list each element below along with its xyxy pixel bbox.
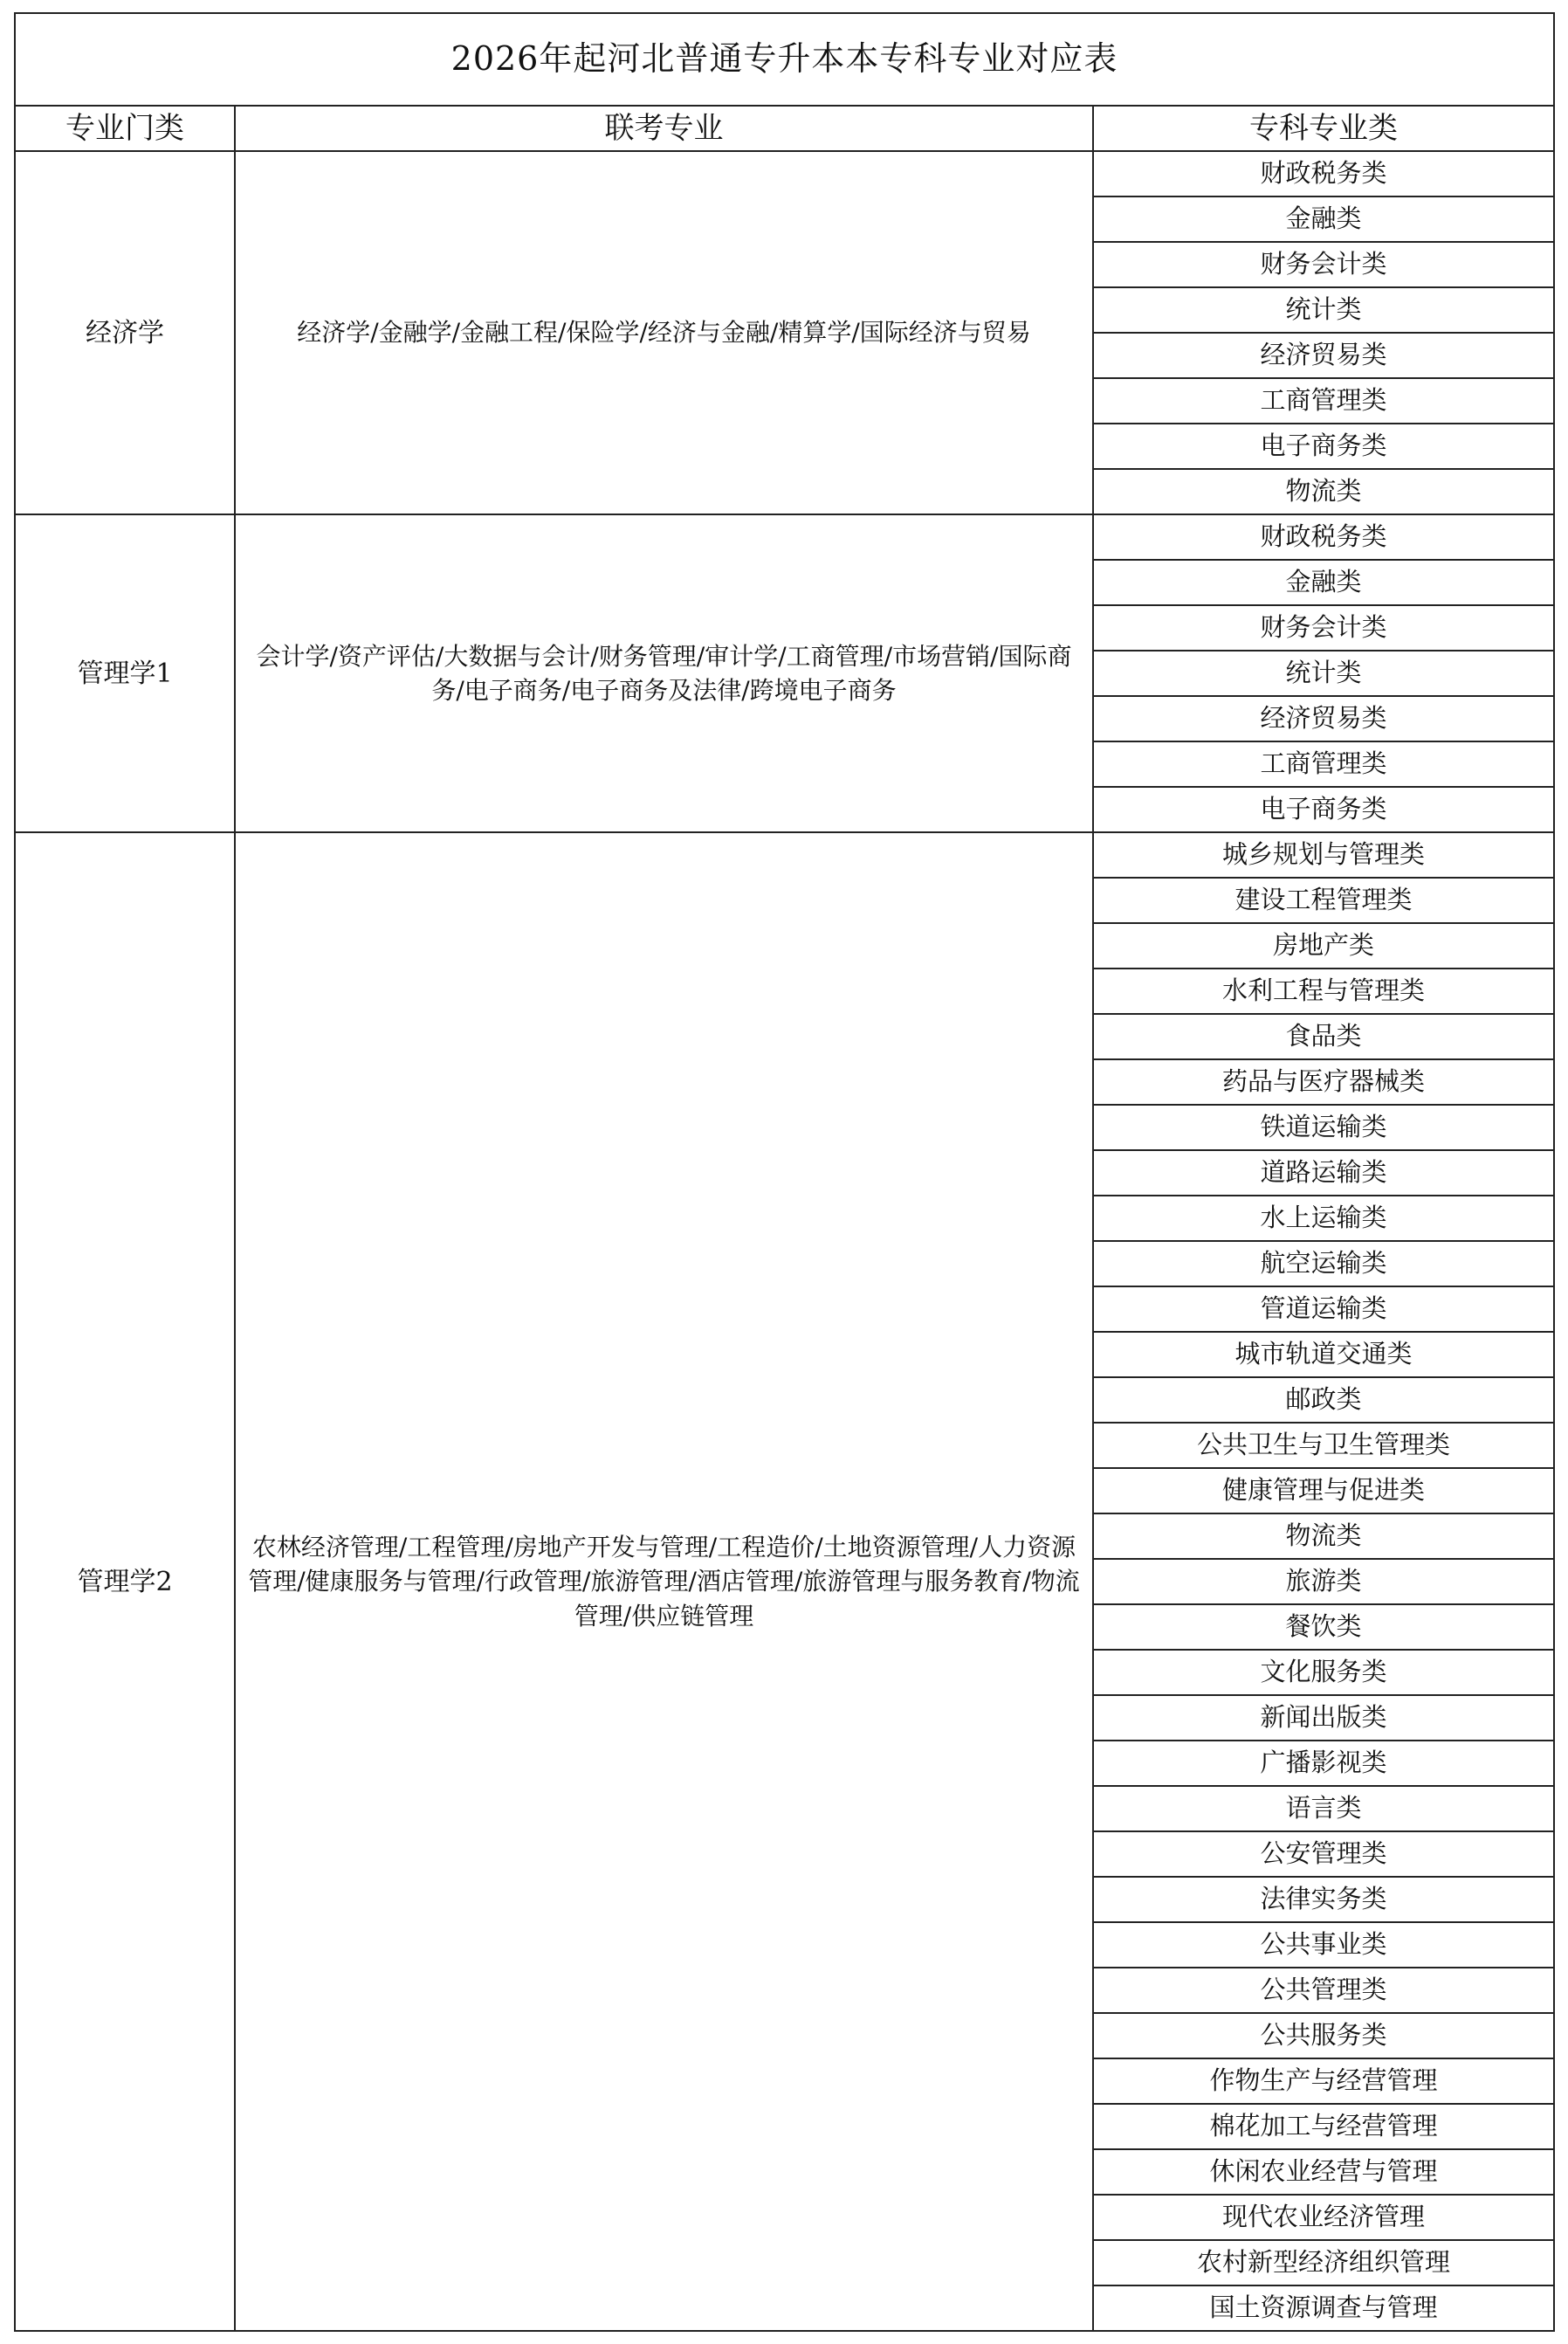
specialist-cell: 药品与医疗器械类: [1093, 1059, 1554, 1105]
category-cell: 管理学1: [15, 514, 235, 832]
table-row: [15, 514, 1554, 560]
specialist-cell: 旅游类: [1093, 1559, 1554, 1604]
specialist-cell: 道路运输类: [1093, 1150, 1554, 1196]
category-cell: 经济学: [15, 151, 235, 514]
specialist-cell: 法律实务类: [1093, 1877, 1554, 1922]
page-title: 2026年起河北普通专升本本专科专业对应表: [15, 13, 1554, 106]
specialist-cell: 城乡规划与管理类: [1093, 832, 1554, 878]
specialist-cell: 航空运输类: [1093, 1241, 1554, 1286]
exam-majors-cell: 农林经济管理/工程管理/房地产开发与管理/工程造价/土地资源管理/人力资源管理/健康服务与管理/行政管理/旅游管理/酒店管理/旅游管理与服务教育/物流管理/供应链管理: [235, 832, 1093, 2331]
specialist-cell: 水上运输类: [1093, 1196, 1554, 1241]
specialist-cell: 文化服务类: [1093, 1650, 1554, 1695]
specialist-cell: 邮政类: [1093, 1377, 1554, 1423]
specialist-cell: 统计类: [1093, 651, 1554, 696]
specialist-cell: 作物生产与经营管理: [1093, 2058, 1554, 2104]
specialist-cell: 健康管理与促进类: [1093, 1468, 1554, 1513]
category-cell: 管理学2: [15, 832, 235, 2331]
correspondence-table: [14, 12, 1555, 2332]
specialist-cell: 棉花加工与经营管理: [1093, 2104, 1554, 2149]
table-row: [15, 832, 1554, 878]
specialist-cell: 公共管理类: [1093, 1968, 1554, 2013]
header-row: [15, 106, 1554, 151]
specialist-cell: 公共服务类: [1093, 2013, 1554, 2058]
title-row: [15, 13, 1554, 106]
specialist-cell: 广播影视类: [1093, 1741, 1554, 1786]
specialist-cell: 餐饮类: [1093, 1604, 1554, 1650]
specialist-cell: 农村新型经济组织管理: [1093, 2240, 1554, 2285]
specialist-cell: 国土资源调查与管理: [1093, 2285, 1554, 2331]
specialist-cell: 金融类: [1093, 560, 1554, 605]
specialist-cell: 统计类: [1093, 287, 1554, 333]
specialist-cell: 现代农业经济管理: [1093, 2195, 1554, 2240]
header-specialist: 专科专业类: [1093, 106, 1554, 151]
exam-majors-cell: 经济学/金融学/金融工程/保险学/经济与金融/精算学/国际经济与贸易: [235, 151, 1093, 514]
exam-majors-cell: 会计学/资产评估/大数据与会计/财务管理/审计学/工商管理/市场营销/国际商务/电子商务/电子商务及法律/跨境电子商务: [235, 514, 1093, 832]
specialist-cell: 铁道运输类: [1093, 1105, 1554, 1150]
specialist-cell: 财政税务类: [1093, 514, 1554, 560]
specialist-cell: 工商管理类: [1093, 378, 1554, 424]
specialist-cell: 财政税务类: [1093, 151, 1554, 196]
specialist-cell: 金融类: [1093, 196, 1554, 242]
specialist-cell: 财务会计类: [1093, 605, 1554, 651]
specialist-cell: 公共事业类: [1093, 1922, 1554, 1968]
specialist-cell: 电子商务类: [1093, 424, 1554, 469]
specialist-cell: 建设工程管理类: [1093, 878, 1554, 923]
specialist-cell: 财务会计类: [1093, 242, 1554, 287]
specialist-cell: 公共卫生与卫生管理类: [1093, 1423, 1554, 1468]
specialist-cell: 经济贸易类: [1093, 696, 1554, 741]
specialist-cell: 物流类: [1093, 1513, 1554, 1559]
specialist-cell: 管道运输类: [1093, 1286, 1554, 1332]
table-row: [15, 151, 1554, 196]
specialist-cell: 房地产类: [1093, 923, 1554, 969]
specialist-cell: 工商管理类: [1093, 741, 1554, 787]
specialist-cell: 水利工程与管理类: [1093, 969, 1554, 1014]
header-exam-majors: 联考专业: [235, 106, 1093, 151]
specialist-cell: 物流类: [1093, 469, 1554, 514]
specialist-cell: 新闻出版类: [1093, 1695, 1554, 1741]
specialist-cell: 休闲农业经营与管理: [1093, 2149, 1554, 2195]
specialist-cell: 城市轨道交通类: [1093, 1332, 1554, 1377]
specialist-cell: 食品类: [1093, 1014, 1554, 1059]
specialist-cell: 语言类: [1093, 1786, 1554, 1831]
specialist-cell: 公安管理类: [1093, 1831, 1554, 1877]
specialist-cell: 电子商务类: [1093, 787, 1554, 832]
specialist-cell: 经济贸易类: [1093, 333, 1554, 378]
header-category: 专业门类: [15, 106, 235, 151]
